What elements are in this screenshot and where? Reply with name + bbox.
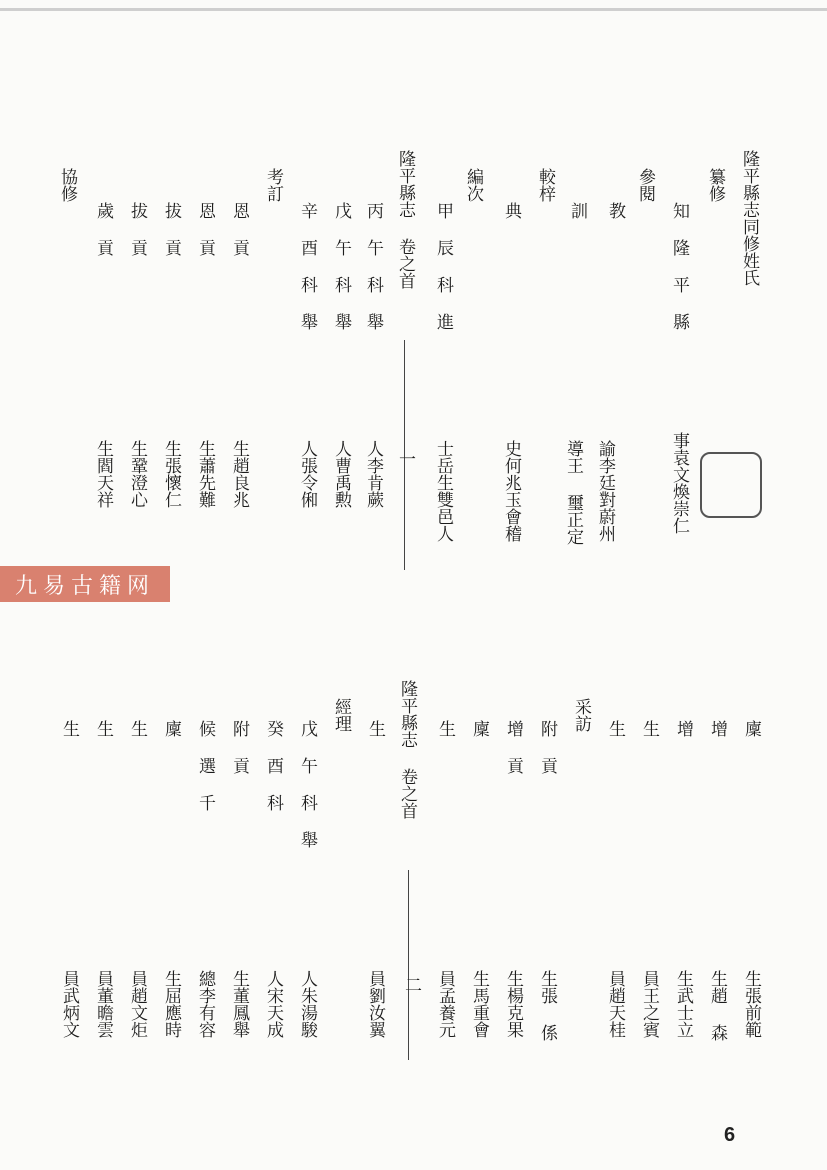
official-title: 辛 酉 科 舉 <box>297 202 317 330</box>
official-name: 生馬重會 <box>469 970 489 1038</box>
official-title: 拔 貢 <box>127 202 147 256</box>
official-title: 生 <box>93 720 113 737</box>
official-title: 甲 辰 科 進 <box>433 202 453 330</box>
official-title: 附 貢 <box>537 720 557 774</box>
official-title: 候 選 千 <box>195 720 215 811</box>
official-name: 員王之賓 <box>639 970 659 1038</box>
official-name: 員趙天桂 <box>605 970 625 1038</box>
official-title: 生 <box>639 720 659 737</box>
seal-stamp <box>700 452 762 518</box>
official-title: 生 <box>435 720 455 737</box>
official-title: 生 <box>59 720 79 737</box>
official-title: 戊 午 科 舉 <box>331 202 351 330</box>
official-title: 增 <box>673 720 693 737</box>
official-name: 員劉汝翼 <box>365 970 385 1038</box>
official-name: 生趙 森 <box>707 970 727 1041</box>
official-name: 生張 係 <box>537 970 557 1041</box>
register-title: 隆平縣志同修姓氏 <box>739 150 759 286</box>
official-title: 恩 貢 <box>195 202 215 256</box>
official-name: 導王 璽正定 <box>563 440 583 545</box>
fold-line <box>408 870 409 1060</box>
official-title: 癸 酉 科 <box>263 720 283 811</box>
section-head: 參閱 <box>635 168 655 202</box>
official-title: 附 貢 <box>229 720 249 774</box>
official-title: 教 <box>605 202 625 219</box>
watermark-banner: 九易古籍网 <box>0 566 170 602</box>
bottom-register <box>0 680 827 1070</box>
section-head: 編次 <box>463 168 483 202</box>
top-rule <box>0 8 827 11</box>
official-title: 增 <box>707 720 727 737</box>
official-name: 生趙良兆 <box>229 440 249 508</box>
official-name: 士岳生雙邑人 <box>433 440 453 542</box>
page-number: 6 <box>724 1124 736 1146</box>
official-name: 員武炳文 <box>59 970 79 1038</box>
official-name: 生武士立 <box>673 970 693 1038</box>
official-title: 訓 <box>567 202 587 219</box>
fold-title: 隆平縣志 卷之首 <box>397 680 417 819</box>
official-title: 廩 <box>469 720 489 737</box>
section-head: 協修 <box>57 168 77 202</box>
official-name: 員董曕雲 <box>93 970 113 1038</box>
official-name: 生張懷仁 <box>161 440 181 508</box>
section-head: 纂修 <box>705 168 725 202</box>
official-title: 廩 <box>741 720 761 737</box>
fold-page-number: 一 <box>395 450 415 467</box>
official-name: 生董鳳舉 <box>229 970 249 1038</box>
section-head: 經理 <box>331 698 351 732</box>
official-name: 人曹禹勲 <box>331 440 351 508</box>
official-title: 生 <box>605 720 625 737</box>
official-name: 生鞏澄心 <box>127 440 147 508</box>
official-name: 生屈應時 <box>161 970 181 1038</box>
fold-title: 隆平縣志 卷之首 <box>395 150 415 289</box>
official-name: 人朱湯駿 <box>297 970 317 1038</box>
official-name: 史何兆玉會稽 <box>501 440 521 542</box>
official-title: 戊 午 科 舉 <box>297 720 317 848</box>
official-name: 員趙文炬 <box>127 970 147 1038</box>
section-head: 較梓 <box>535 168 555 202</box>
official-name: 生閻天祥 <box>93 440 113 508</box>
official-name: 總李有容 <box>195 970 215 1038</box>
official-title: 拔 貢 <box>161 202 181 256</box>
official-title: 恩 貢 <box>229 202 249 256</box>
official-name: 生張前範 <box>741 970 761 1038</box>
official-title: 歲 貢 <box>93 202 113 256</box>
official-name: 人宋天成 <box>263 970 283 1038</box>
official-name: 生蕭先難 <box>195 440 215 508</box>
official-title: 知 隆 平 縣 <box>669 202 689 330</box>
official-title: 生 <box>365 720 385 737</box>
section-head: 考訂 <box>263 168 283 202</box>
section-head: 采訪 <box>571 698 591 732</box>
official-name: 諭李廷對蔚州 <box>595 440 615 542</box>
fold-page-number: 二 <box>401 976 421 993</box>
official-title: 增 貢 <box>503 720 523 774</box>
official-name: 人張令俰 <box>297 440 317 508</box>
official-title: 廩 <box>161 720 181 737</box>
official-name: 人李肯蕨 <box>363 440 383 508</box>
official-title: 典 <box>501 202 521 219</box>
official-title: 丙 午 科 舉 <box>363 202 383 330</box>
official-name: 員孟養元 <box>435 970 455 1038</box>
official-name: 事袁文煥崇仁 <box>669 432 689 534</box>
official-title: 生 <box>127 720 147 737</box>
official-name: 生楊克果 <box>503 970 523 1038</box>
